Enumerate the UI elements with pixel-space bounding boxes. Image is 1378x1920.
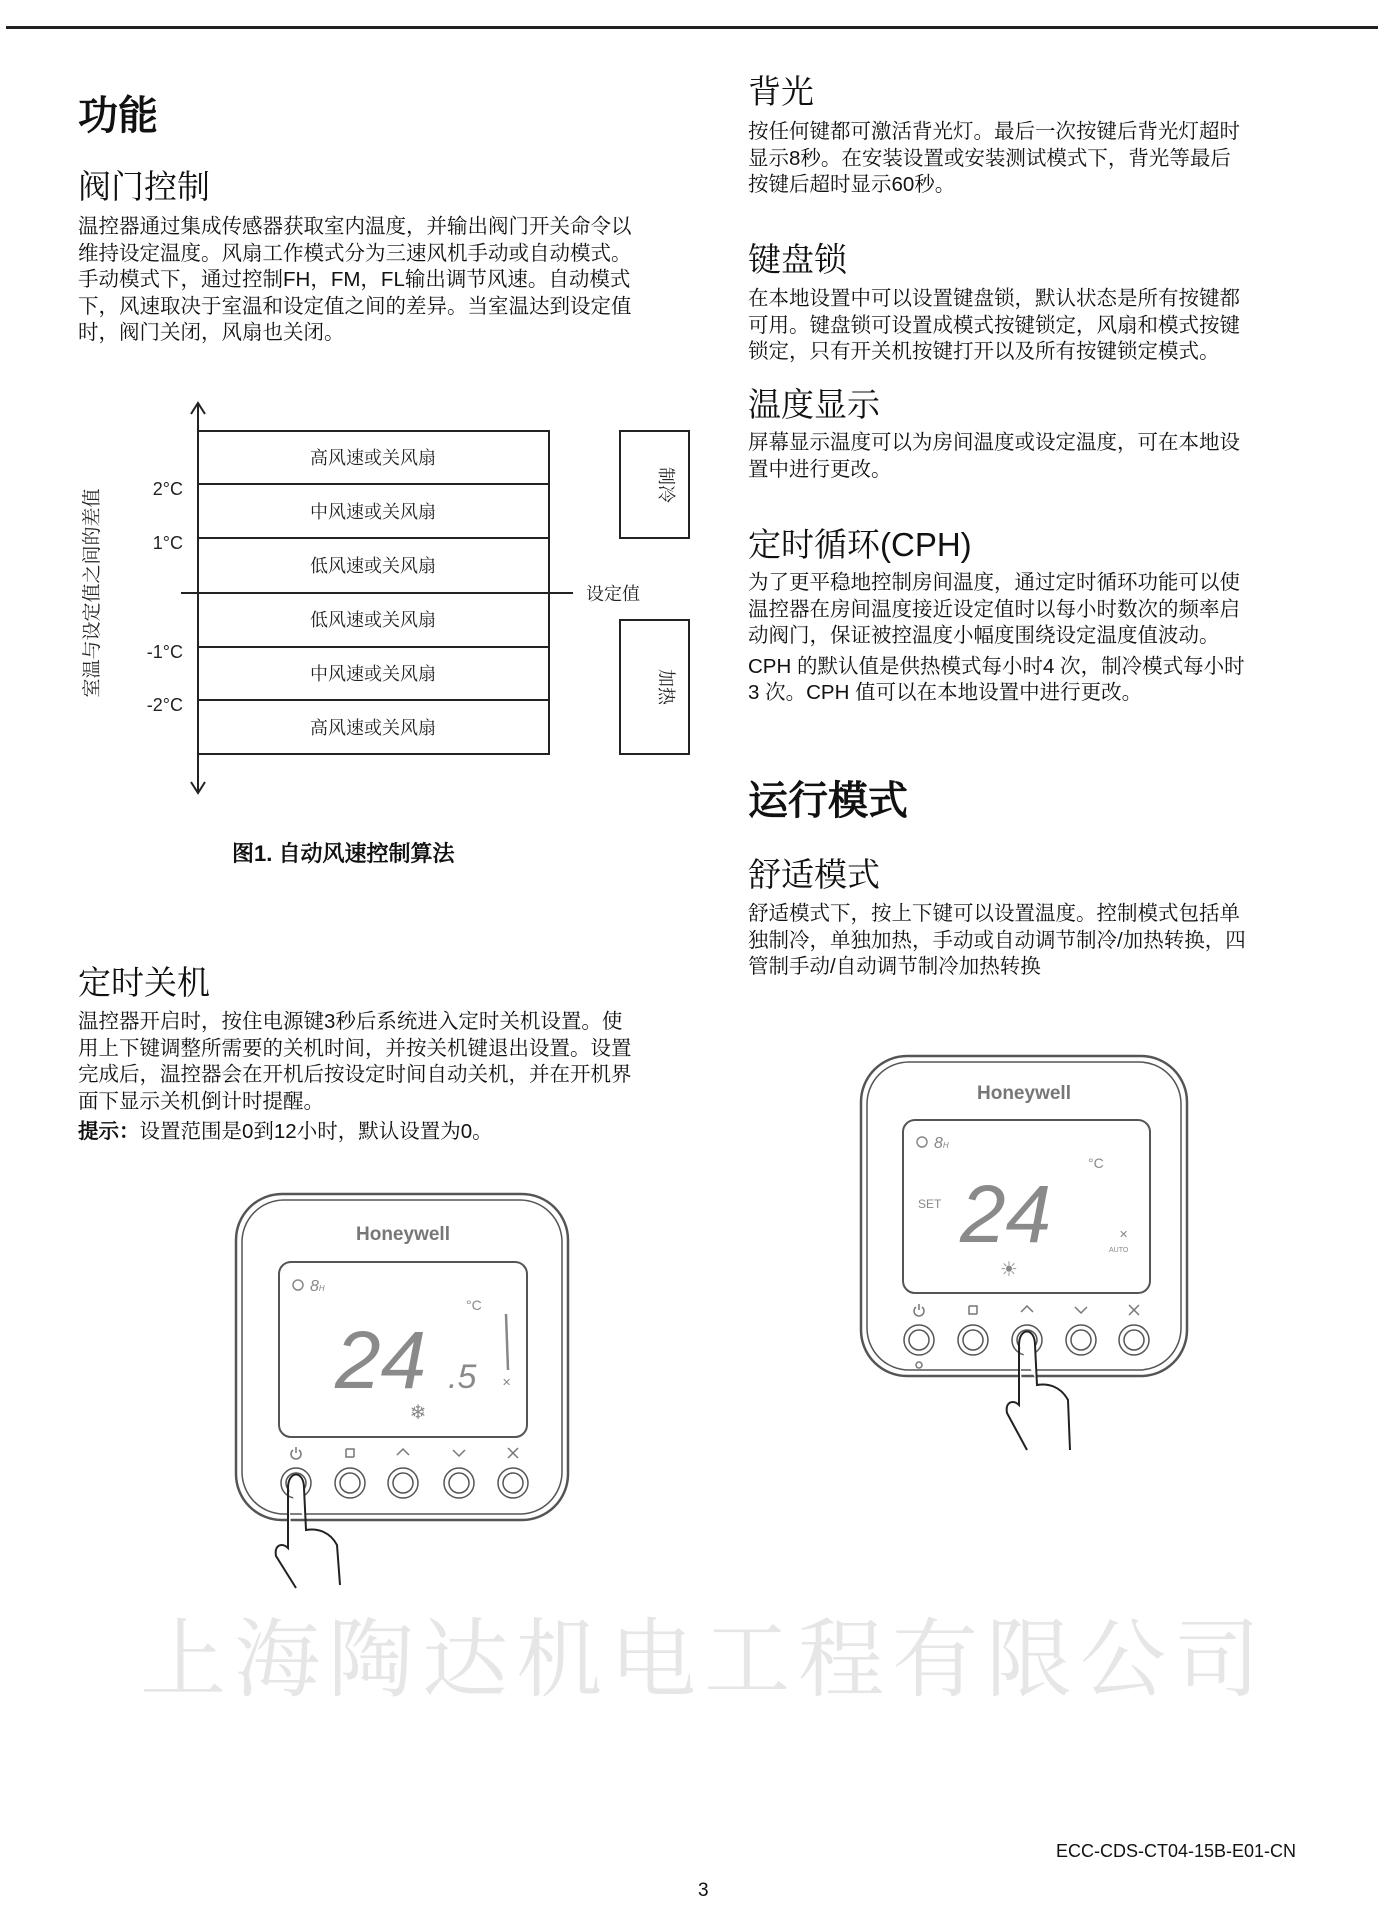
row-label: 高风速或关风扇	[310, 448, 436, 468]
snowflake-icon: ❄	[409, 1402, 427, 1424]
section-title-run-modes: 运行模式	[748, 779, 908, 823]
text-line: 屏幕显示温度可以为房间温度或设定温度，可在本地设	[748, 431, 1240, 454]
text-line: 独制冷，单独加热，手动或自动调节制冷/加热转换，四	[748, 928, 1246, 952]
text-line: 下，风速取决于室温和设定值之间的差异。当室温达到设定值	[78, 294, 632, 318]
text-line: 动阀门，保证被控温度小幅度围绕设定温度值波动。	[748, 624, 1220, 647]
row-label: 中风速或关风扇	[310, 664, 436, 684]
tip-label: 提示：	[78, 1120, 140, 1143]
heating-label: 加热	[656, 669, 676, 705]
text-line: 舒适模式下，按上下键可以设置温度。控制模式包括单	[748, 902, 1240, 925]
temperature-integer: 24	[960, 1169, 1052, 1260]
text-line: 温控器在房间温度接近设定值时以每小时数次的频率启	[748, 597, 1240, 621]
brand-logo: Honeywell	[356, 1224, 450, 1245]
fan-auto-label: AUTO	[1109, 1247, 1129, 1254]
thermostat-left	[236, 1194, 568, 1588]
tick-label: -2°C	[146, 695, 183, 715]
section-title-functions: 功能	[78, 94, 158, 138]
set-label: SET	[918, 1197, 942, 1211]
sun-icon: ☀	[1000, 1259, 1018, 1281]
tick-label: -1°C	[146, 642, 183, 662]
temperature-decimal: .5	[448, 1358, 477, 1396]
text-line: CPH 的默认值是供热模式每小时4 次，制冷模式每小时	[748, 654, 1245, 678]
tick-label: 1°C	[152, 533, 183, 553]
text-line: 锁定，只有开关机按键打开以及所有按键锁定模式。	[748, 340, 1220, 363]
page-number: 3	[698, 1880, 709, 1901]
text-line: 手动模式下，通过控制FH，FM，FL输出调节风速。自动模式	[78, 268, 631, 291]
heading-timer-off: 定时关机	[78, 964, 210, 1001]
heading-keylock: 键盘锁	[748, 241, 847, 278]
cooling-label: 制冷	[656, 467, 676, 503]
text-line: 在本地设置中可以设置键盘锁，默认状态是所有按键都	[748, 287, 1240, 310]
text-line: 用上下键调整所需要的关机时间，并按关机键退出设置。设置	[78, 1036, 632, 1060]
setpoint-label: 设定值	[586, 584, 640, 604]
text-line: 3 次。CPH 值可以在本地设置中进行更改。	[748, 681, 1143, 704]
text-line: 置中进行更改。	[748, 457, 892, 481]
unit-label: °C	[1088, 1155, 1104, 1171]
temperature-integer: 24	[335, 1315, 427, 1406]
heading-temp-display: 温度显示	[748, 386, 880, 423]
row-label: 低风速或关风扇	[310, 556, 436, 576]
brand-logo: Honeywell	[977, 1083, 1071, 1104]
text-line: 时，阀门关闭，风扇也关闭。	[78, 321, 345, 344]
fan-icon: ✕	[1119, 1229, 1129, 1241]
row-label: 低风速或关风扇	[310, 610, 436, 630]
text-line: 管制手动/自动调节制冷加热转换	[748, 955, 1041, 978]
fan-icon: ✕	[502, 1377, 512, 1389]
text-line: 按任何键都可激活背光灯。最后一次按键后背光灯超时	[748, 120, 1240, 143]
tip-text: 设置范围是0到12小时，默认设置为0。	[139, 1120, 493, 1143]
text-line: 显示8秒。在安装设置或安装测试模式下，背光等最后	[748, 146, 1231, 170]
text-line: 按键后超时显示60秒。	[748, 173, 956, 196]
heading-valve-control: 阀门控制	[78, 168, 210, 205]
figure-caption: 图1. 自动风速控制算法	[232, 841, 455, 866]
heading-comfort-mode: 舒适模式	[748, 856, 880, 893]
text-line: 为了更平稳地控制房间温度，通过定时循环功能可以使	[748, 571, 1240, 594]
unit-label: °C	[466, 1297, 482, 1313]
y-axis-label: 室温与设定值之间的差值	[82, 488, 103, 698]
text-line: 温控器通过集成传感器获取室内温度，并输出阀门开关命令以	[78, 215, 632, 238]
text-line: 温控器开启时，按住电源键3秒后系统进入定时关机设置。使	[78, 1010, 623, 1033]
document-code: ECC-CDS-CT04-15B-E01-CN	[1055, 1841, 1296, 1861]
row-label: 高风速或关风扇	[310, 718, 436, 738]
row-label: 中风速或关风扇	[310, 502, 436, 522]
heading-backlight: 背光	[748, 73, 814, 110]
text-line: 维持设定温度。风扇工作模式分为三速风机手动或自动模式。	[78, 241, 632, 265]
thermostat-right	[861, 1056, 1187, 1450]
heading-cph: 定时循环(CPH)	[748, 526, 972, 563]
text-line: 完成后，温控器会在开机后按设定时间自动关机，并在开机界	[78, 1063, 632, 1086]
heating-box	[620, 620, 689, 754]
watermark: 上海陶达机电工程有限公司	[140, 1612, 1268, 1708]
tick-label: 2°C	[152, 479, 183, 499]
text-line: 可用。键盘锁可设置成模式按键锁定，风扇和模式按键	[748, 313, 1240, 337]
timer-value: 8H	[310, 1278, 325, 1295]
cooling-box	[620, 431, 689, 538]
text-line: 面下显示关机倒计时提醒。	[78, 1089, 324, 1113]
timer-value: 8H	[934, 1135, 949, 1152]
